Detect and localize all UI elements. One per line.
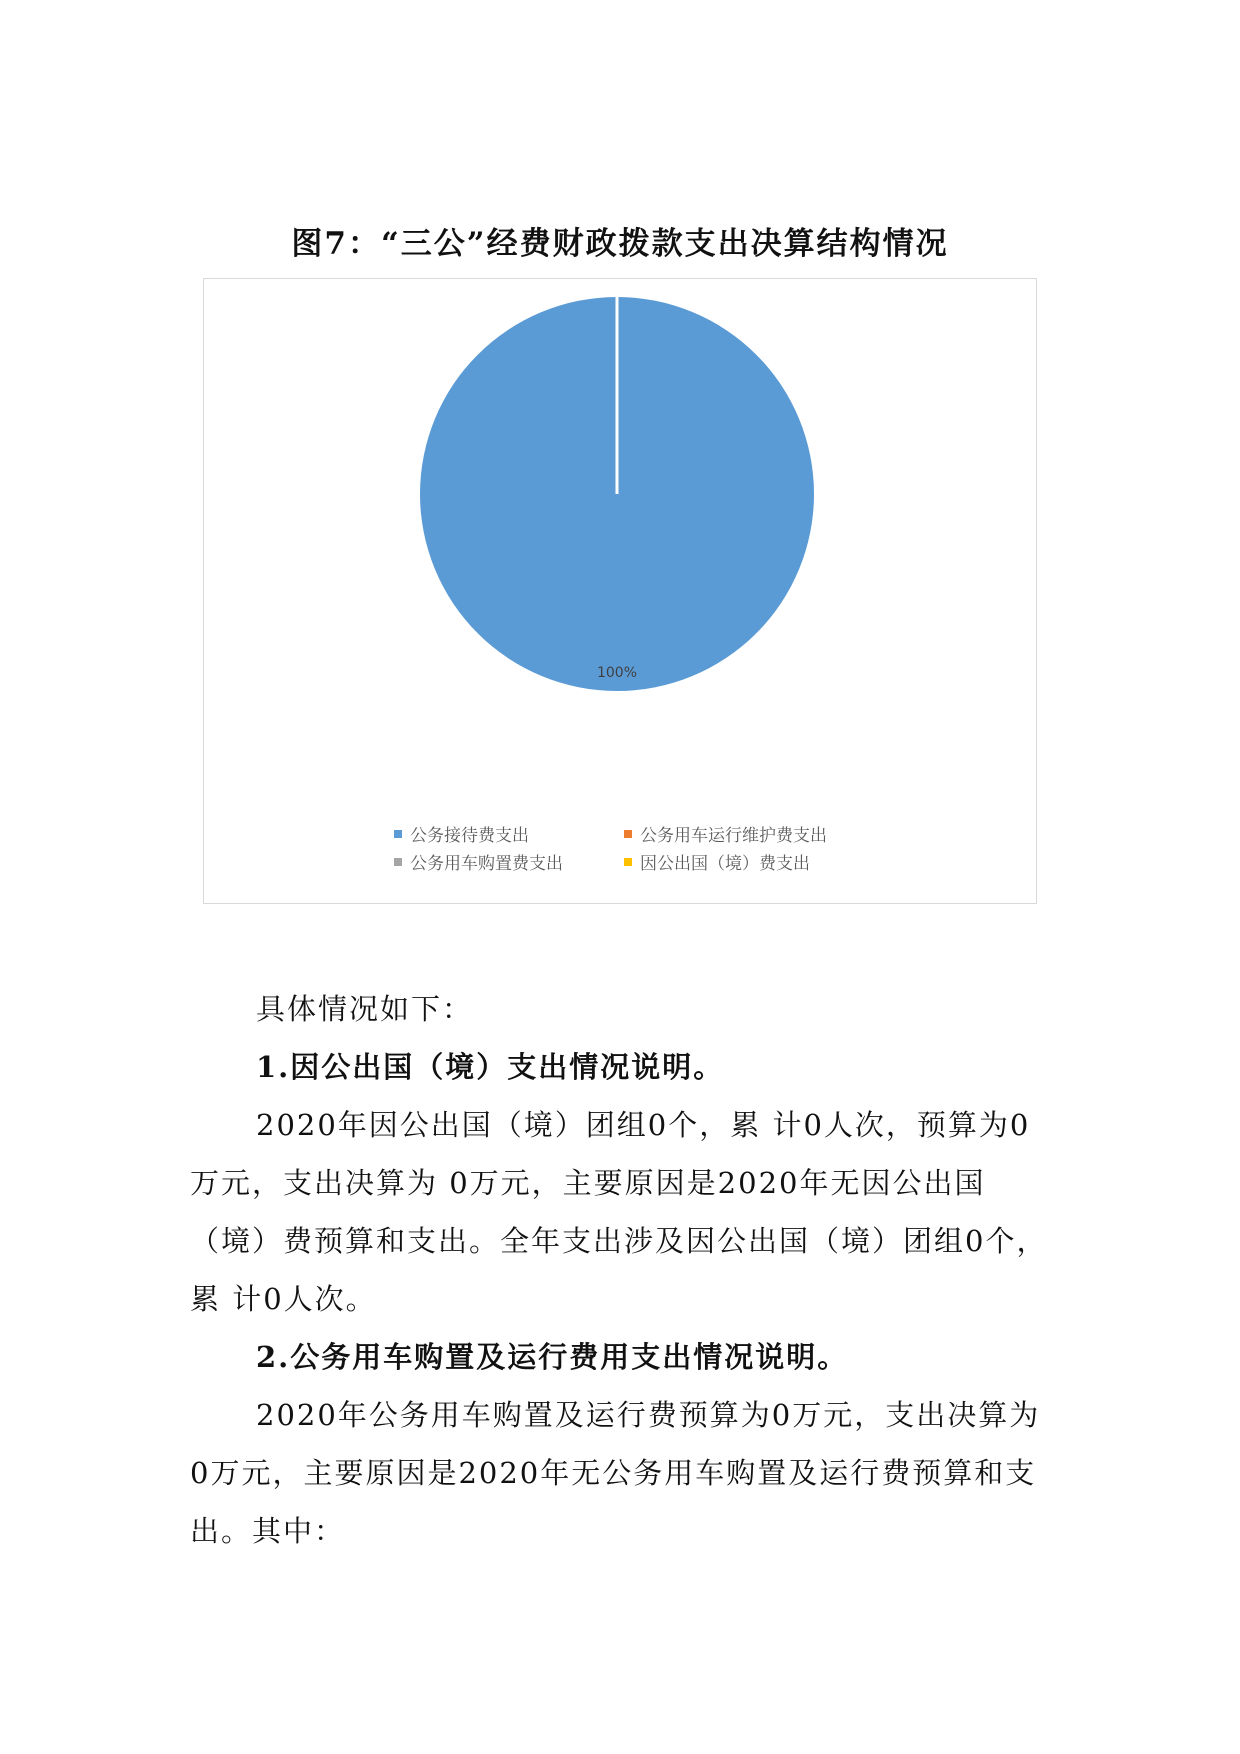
legend-label-4: 因公出国（境）费支出 <box>640 854 810 874</box>
chart-frame <box>203 278 1037 904</box>
body-text <box>190 980 1060 1560</box>
pie-chart <box>204 279 1036 903</box>
heading-vehicles: 2.公务用车购置及运行费用支出情况说明。 <box>256 1340 849 1374</box>
legend-swatch-2 <box>624 830 632 838</box>
figure-title: 图7：“三公”经费财政拨款支出决算结构情况 <box>291 226 949 262</box>
heading-overseas: 1.因公出国（境）支出情况说明。 <box>256 1050 725 1084</box>
pie-data-label-1: 100% <box>596 665 638 681</box>
paragraph-vehicles: 2020年公务用车购置及运行费预算为0万元，支出决算为 0万元，主要原因是2020年无公务用车购置及运行费预算和支出。其中： <box>190 1398 1041 1548</box>
legend-swatch-1 <box>394 830 402 838</box>
legend-swatch-3 <box>394 858 402 866</box>
paragraph-intro: 具体情况如下： <box>256 992 474 1026</box>
legend-item-2 <box>624 821 827 846</box>
legend-label-2: 公务用车运行维护费支出 <box>640 826 827 846</box>
legend-item-3 <box>394 849 563 874</box>
legend-swatch-4 <box>624 858 632 866</box>
paragraph-overseas: 2020年因公出国（境）团组0个，累 计0人次，预算为0万元，支出决算为 0万元，主要原因是2020年无因公出国（境）费预算和支出。全年支出涉及因公出国（境）团组0个，累 计0人次。 <box>190 1108 1048 1316</box>
legend-item-1 <box>394 821 529 846</box>
legend-label-1: 公务接待费支出 <box>410 826 529 846</box>
legend-item-4 <box>624 849 810 874</box>
legend-label-3: 公务用车购置费支出 <box>410 854 563 874</box>
